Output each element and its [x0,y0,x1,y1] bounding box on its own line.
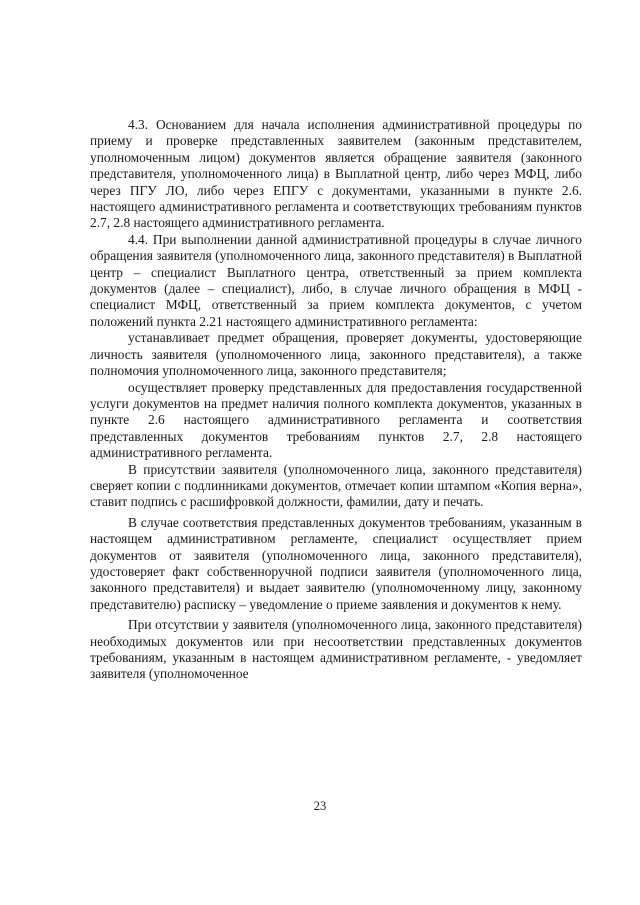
paragraph-accept-documents: В случае соответствия представленных документов требованиям, указанным в настоящем административном регламенте, специалист осуществляет прием документов от заявителя (уполномоченного лица, законного представителя), удостоверяет факт собственноручной подписи заявителя (уполномоченного лица, законного представителя) и выдает заявителю (уполномоченному лицу, законному представителю) расписку – уведомление о приеме заявления и документов к нему. [90,514,582,612]
paragraph-4-3: 4.3. Основанием для начала исполнения административной процедуры по приему и проверке представленных заявителем (законным представителем, уполномоченным лицом) документов является обращение заявителя (законного представителя, уполномоченного лица) в Выплатной центр, либо через МФЦ, либо через ПГУ ЛО, либо через ЕПГУ с документами, указанными в пункте 2.6. настоящего административного регламента и соответствующих требованиям пунктов 2.7, 2.8 настоящего административного регламента. [90,117,582,231]
paragraph-4-4: 4.4. При выполнении данной административной процедуры в случае личного обращения заявителя (уполномоченного лица, законного представителя) в Выплатной центр – специалист Выплатного центра, ответственный за прием комплекта документов (далее – специалист), либо, в случае личного обращения в МФЦ - специалист МФЦ, ответственный за прием комплекта документов, с учетом положений пункта 2.21 настоящего административного регламента: [90,231,582,329]
paragraph-verify-copies: В присутствии заявителя (уполномоченного лица, законного представителя) сверяет копии с подлинниками документов, отмечает копии штампом «Копия верна», ставит подпись с расшифровкой должности, фамилии, дату и печать. [90,461,582,510]
body-text [90,117,582,683]
paragraph-identify-subject: устанавливает предмет обращения, проверяет документы, удостоверяющие личность заявителя (уполномоченного лица, законного представителя), а также полномочия уполномоченного лица, законного представителя; [90,330,582,379]
paragraph-check-documents: осуществляет проверку представленных для предоставления государственной услуги документов на предмет наличия полного комплекта документов, указанных в пункте 2.6 настоящего административного регламента и соответствия представленных документов требованиям пунктов 2.7, 2.8 настоящего административного регламента. [90,379,582,461]
paragraph-missing-documents: При отсутствии у заявителя (уполномоченного лица, законного представителя) необходимых документов или при несоответствии представленных документов требованиям, указанным в настоящем административном регламенте, - уведомляет заявителя (уполномоченное [90,617,582,682]
page-number: 23 [313,799,327,813]
